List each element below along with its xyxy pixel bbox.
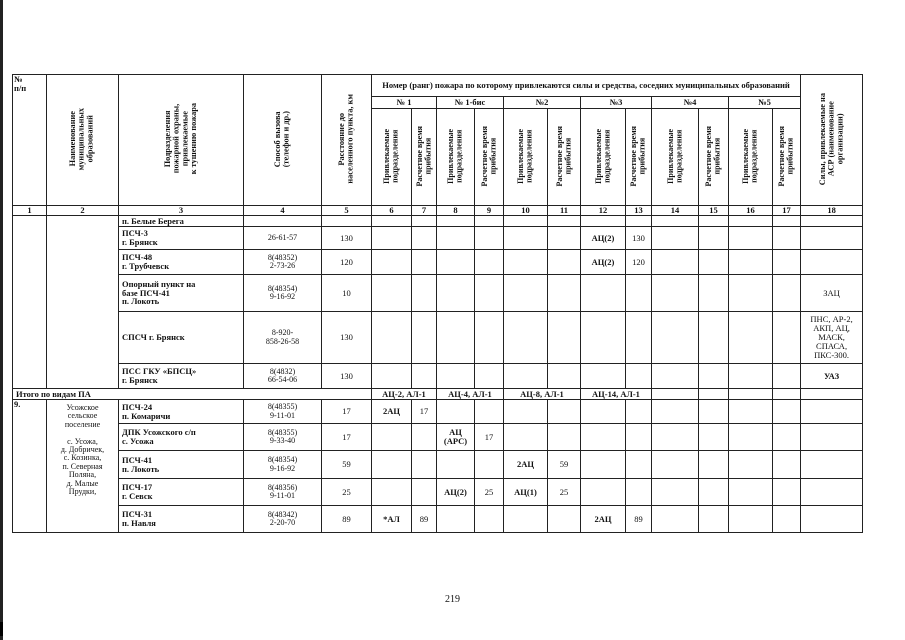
table-row bbox=[13, 227, 863, 250]
colnum: 15 bbox=[699, 206, 729, 216]
distance-cell: 25 bbox=[322, 479, 372, 506]
r2-time-cell: 59 bbox=[548, 451, 581, 479]
header-rank-2: №2 bbox=[504, 97, 581, 109]
r2-units-cell: АЦ(1) bbox=[504, 479, 548, 506]
unit-cell: ПСЧ-24 п. Комаричи bbox=[119, 400, 244, 424]
r1bis-units-cell: АЦ(2) bbox=[437, 479, 475, 506]
colnum: 4 bbox=[244, 206, 322, 216]
table-row bbox=[13, 364, 863, 389]
r3-time-cell: 120 bbox=[626, 250, 652, 275]
r3-units-cell: АЦ(2) bbox=[581, 250, 626, 275]
totals-r3: АЦ-14, АЛ-1 bbox=[581, 389, 652, 400]
totals-r2: АЦ-8, АЛ-1 bbox=[504, 389, 581, 400]
unit-cell: Опорный пункт на базе ПСЧ-41 п. Локоть bbox=[119, 275, 244, 312]
header-rank-5: №5 bbox=[729, 97, 801, 109]
header-r1bis-units: Привлекаемые подразделения bbox=[437, 109, 475, 206]
header-r5-time: Расчетное время прибытия bbox=[773, 109, 801, 206]
header-municipality: Наименование муниципальных образований bbox=[47, 75, 119, 206]
r2-time-cell: 25 bbox=[548, 479, 581, 506]
colnum: 13 bbox=[626, 206, 652, 216]
distance-cell: 17 bbox=[322, 400, 372, 424]
table-row bbox=[13, 216, 863, 227]
phone-cell: 8(48356) 9-11-01 bbox=[244, 479, 322, 506]
header-r1bis-time: Расчетное время прибытия bbox=[475, 109, 504, 206]
unit-cell: ПСЧ-48 г. Трубчевск bbox=[119, 250, 244, 275]
colnum: 17 bbox=[773, 206, 801, 216]
header-r2-time: Расчетное время прибытия bbox=[548, 109, 581, 206]
table-row bbox=[13, 479, 863, 506]
colnum: 5 bbox=[322, 206, 372, 216]
scan-corner-mark bbox=[0, 622, 3, 636]
header-r5-units: Привлекаемые подразделения bbox=[729, 109, 773, 206]
phone-cell: 8(48355) 9-33-40 bbox=[244, 424, 322, 451]
colnum: 18 bbox=[801, 206, 863, 216]
phone-cell: 8(4832) 66-54-06 bbox=[244, 364, 322, 389]
unit-cell: ПСЧ-3 г. Брянск bbox=[119, 227, 244, 250]
header-asr: Силы, привлекаемые на АСР (наименование организации) bbox=[801, 75, 863, 206]
r3-units-cell: АЦ(2) bbox=[581, 227, 626, 250]
colnum: 6 bbox=[372, 206, 412, 216]
r1-time-cell: 89 bbox=[412, 506, 437, 533]
phone-cell: 8(48354) 9-16-92 bbox=[244, 451, 322, 479]
table-row bbox=[13, 275, 863, 312]
colnum: 8 bbox=[437, 206, 475, 216]
asr-cell: ПНС, АР-2, АКП, АЦ, МАСК, СПАСА, ПКС-300. bbox=[801, 312, 863, 364]
phone-cell: 8(48355) 9-11-01 bbox=[244, 400, 322, 424]
distance-cell: 89 bbox=[322, 506, 372, 533]
unit-cell: ДПК Усожского с/п с. Усожа bbox=[119, 424, 244, 451]
unit-cell: ПСЧ-17 г. Севск bbox=[119, 479, 244, 506]
colnum: 7 bbox=[412, 206, 437, 216]
table-row bbox=[13, 506, 863, 533]
r1-units-cell: *АЛ bbox=[372, 506, 412, 533]
totals-label: Итого по видам ПА bbox=[13, 389, 372, 400]
unit-cell: ПСЧ-41 п. Локоть bbox=[119, 451, 244, 479]
header-rank-1bis: № 1-бис bbox=[437, 97, 504, 109]
r1bis-time-cell: 25 bbox=[475, 479, 504, 506]
header-r3-units: Привлекаемые подразделения bbox=[581, 109, 626, 206]
place-name: п. Белые Берега bbox=[119, 216, 244, 227]
asr-cell: УАЗ bbox=[801, 364, 863, 389]
asr-cell: ЗАЦ bbox=[801, 275, 863, 312]
r1bis-units-cell: АЦ (АРС) bbox=[437, 424, 475, 451]
header-rank-3: №3 bbox=[581, 97, 652, 109]
header-r1-time: Расчетное время прибытия bbox=[412, 109, 437, 206]
totals-r1: АЦ-2, АЛ-1 bbox=[372, 389, 437, 400]
page-number: 219 bbox=[445, 594, 460, 605]
header-r3-time: Расчетное время прибытия bbox=[626, 109, 652, 206]
header-r1-units: Привлекаемые подразделения bbox=[372, 109, 412, 206]
unit-cell: ПСЧ-31 п. Навля bbox=[119, 506, 244, 533]
r3-units-cell: 2АЦ bbox=[581, 506, 626, 533]
totals-row bbox=[13, 389, 863, 400]
totals-r1bis: АЦ-4, АЛ-1 bbox=[437, 389, 504, 400]
colnum: 3 bbox=[119, 206, 244, 216]
distance-cell: 59 bbox=[322, 451, 372, 479]
distance-cell: 130 bbox=[322, 364, 372, 389]
colnum: 11 bbox=[548, 206, 581, 216]
table-row bbox=[13, 250, 863, 275]
header-r2-units: Привлекаемые подразделения bbox=[504, 109, 548, 206]
header-distance: Расстояние до населенного пункта, км bbox=[322, 75, 372, 206]
phone-cell: 26-61-57 bbox=[244, 227, 322, 250]
colnum: 9 bbox=[475, 206, 504, 216]
header-rank-4: №4 bbox=[652, 97, 729, 109]
header-r4-units: Привлекаемые подразделения bbox=[652, 109, 699, 206]
distance-cell: 120 bbox=[322, 250, 372, 275]
table-row bbox=[13, 312, 863, 364]
row-num-empty bbox=[13, 216, 47, 389]
header-rank-1: № 1 bbox=[372, 97, 437, 109]
colnum: 12 bbox=[581, 206, 626, 216]
table-row bbox=[13, 400, 863, 424]
colnum: 2 bbox=[47, 206, 119, 216]
phone-cell: 8-920- 858-26-58 bbox=[244, 312, 322, 364]
phone-cell: 8(48342) 2-20-70 bbox=[244, 506, 322, 533]
r1-units-cell: 2АЦ bbox=[372, 400, 412, 424]
table-row bbox=[13, 424, 863, 451]
phone-cell: 8(48352) 2-73-26 bbox=[244, 250, 322, 275]
unit-cell: ПСС ГКУ «БПСЦ» г. Брянск bbox=[119, 364, 244, 389]
r1-time-cell: 17 bbox=[412, 400, 437, 424]
r3-time-cell: 89 bbox=[626, 506, 652, 533]
colnum: 10 bbox=[504, 206, 548, 216]
scan-edge-line bbox=[0, 0, 3, 640]
distance-cell: 130 bbox=[322, 227, 372, 250]
unit-cell: СПСЧ г. Брянск bbox=[119, 312, 244, 364]
row-muni-empty bbox=[47, 216, 119, 389]
colnum: 16 bbox=[729, 206, 773, 216]
r2-units-cell: 2АЦ bbox=[504, 451, 548, 479]
header-units: Подразделения пожарной охраны, привлекаемые к тушению пожара bbox=[119, 75, 244, 206]
column-numbers-row bbox=[13, 206, 863, 216]
distance-cell: 10 bbox=[322, 275, 372, 312]
row-num: 9. bbox=[13, 400, 47, 533]
municipality-cell: Усожское сельское поселение с. Усожа, д. Добричек, с. Козинка, п. Северная Поляна, д. Малые Прудки, bbox=[47, 400, 119, 533]
header-num: № п/п bbox=[13, 75, 47, 206]
fire-deployment-table bbox=[12, 74, 863, 533]
table-row bbox=[13, 451, 863, 479]
colnum: 14 bbox=[652, 206, 699, 216]
r3-time-cell: 130 bbox=[626, 227, 652, 250]
r1bis-time-cell: 17 bbox=[475, 424, 504, 451]
phone-cell: 8(48354) 9-16-92 bbox=[244, 275, 322, 312]
header-call-method: Способ вызова (телефон и др.) bbox=[244, 75, 322, 206]
distance-cell: 17 bbox=[322, 424, 372, 451]
distance-cell: 130 bbox=[322, 312, 372, 364]
header-rank-group: Номер (ранг) пожара по которому привлекаются силы и средства, соседних муниципальных образований bbox=[372, 75, 801, 97]
colnum: 1 bbox=[13, 206, 47, 216]
header-r4-time: Расчетное время прибытия bbox=[699, 109, 729, 206]
